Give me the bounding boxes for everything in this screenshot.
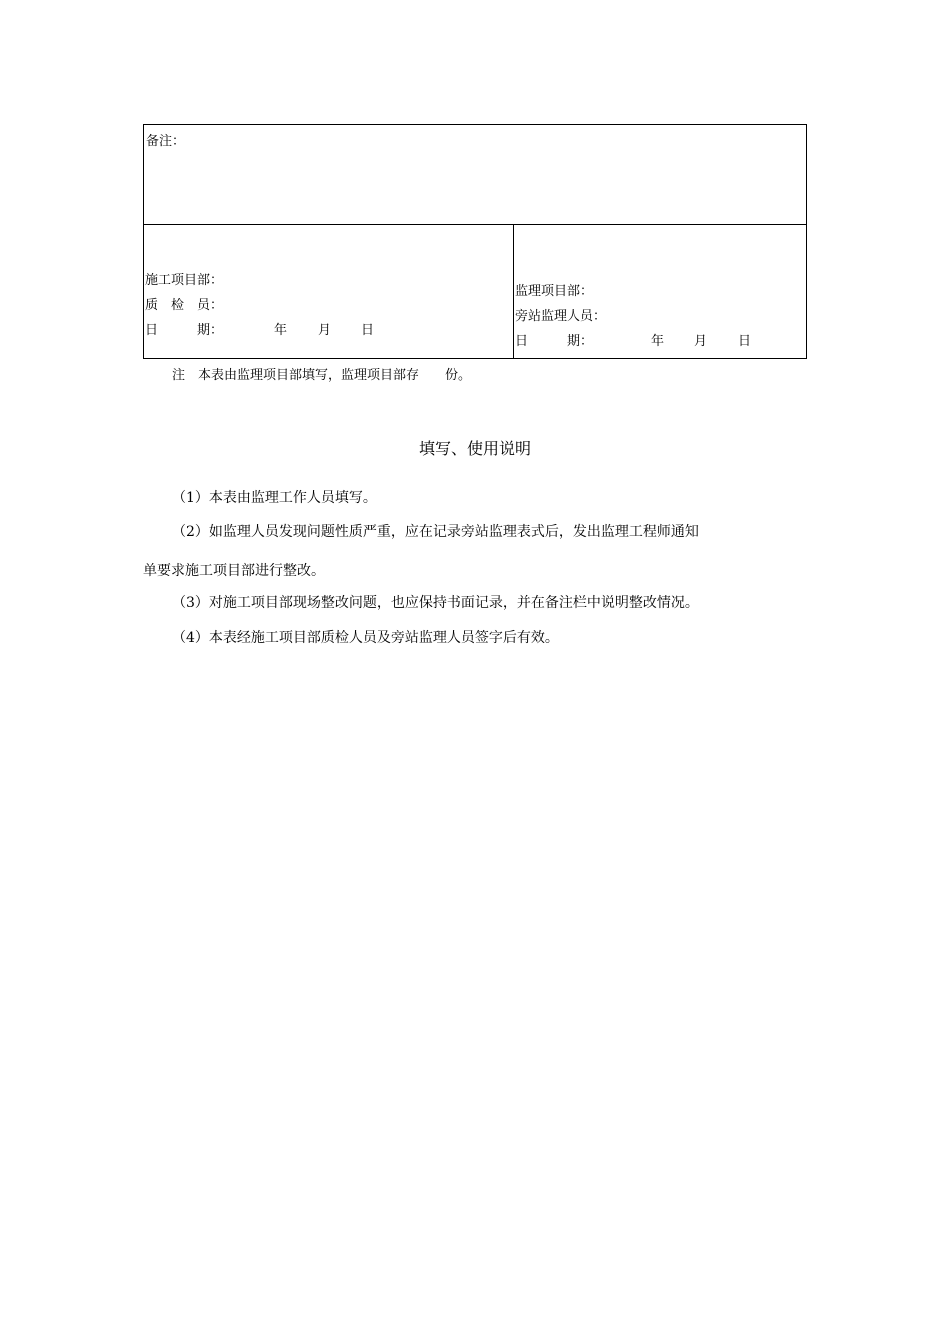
supervision-record-table <box>143 124 807 359</box>
instruction-item-2-continued: 单要求施工项目部进行整改。 <box>143 563 325 579</box>
instruction-item-4: （4）本表经施工项目部质检人员及旁站监理人员签字后有效。 <box>172 630 559 646</box>
supervision-year-label: 年 <box>651 334 665 349</box>
construction-date-label: 日 期： <box>145 323 224 338</box>
construction-signature-cell <box>144 225 514 358</box>
construction-month-label: 月 <box>318 323 332 338</box>
inspector-label: 质 检 员： <box>145 298 224 313</box>
supervision-personnel-label: 旁站监理人员： <box>515 309 607 324</box>
remarks-cell <box>144 125 806 225</box>
instruction-item-3: （3）对施工项目部现场整改问题，也应保持书面记录，并在备注栏中说明整改情况。 <box>172 595 699 611</box>
supervision-day-label: 日 <box>738 334 752 349</box>
instruction-item-1: （1）本表由监理工作人员填写。 <box>172 490 377 506</box>
instructions-title: 填写、使用说明 <box>418 439 531 458</box>
construction-year-label: 年 <box>274 323 288 338</box>
construction-day-label: 日 <box>361 323 375 338</box>
supervision-date-label: 日 期： <box>515 334 594 349</box>
remarks-label: 备注： <box>146 134 186 149</box>
construction-dept-label: 施工项目部： <box>145 273 224 288</box>
supervision-signature-cell <box>514 225 806 358</box>
supervision-month-label: 月 <box>694 334 708 349</box>
table-footnote: 注 本表由监理项目部填写，监理项目部存 份。 <box>172 368 472 383</box>
supervision-dept-label: 监理项目部： <box>515 284 594 299</box>
instruction-item-2: （2）如监理人员发现问题性质严重，应在记录旁站监理表式后，发出监理工程师通知 <box>172 524 699 540</box>
